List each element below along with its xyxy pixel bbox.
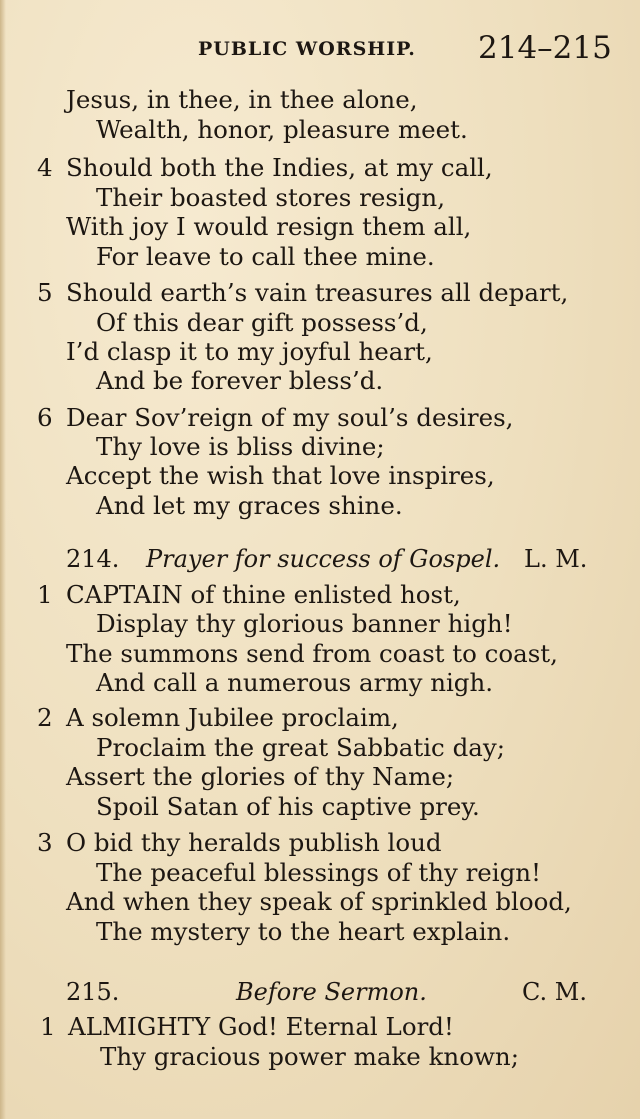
stanza-number: 4 (37, 153, 53, 182)
verse-line: And be forever bless’d. (96, 366, 384, 395)
verse-line: Display thy glorious banner high! (96, 609, 513, 638)
verse-line: O bid thy heralds publish loud (66, 828, 442, 857)
hymn-meter: C. M. (522, 978, 587, 1006)
verse-line: Should earth’s vain treasures all depart, (66, 278, 569, 307)
stanza-number: 6 (37, 403, 53, 432)
verse-line: The peaceful blessings of thy reign! (96, 858, 541, 887)
verse-line: Accept the wish that love inspires, (66, 461, 495, 490)
verse-line: The summons send from coast to coast, (66, 639, 558, 668)
hymn-number: 215. (66, 978, 120, 1006)
verse-line: Dear Sov’reign of my soul’s desires, (66, 403, 514, 432)
hymn-number: 214. (66, 545, 120, 573)
page-range: 214–215 (478, 30, 612, 66)
running-head: PUBLIC WORSHIP. (198, 38, 416, 60)
verse-line: CAPTAIN of thine enlisted host, (66, 580, 461, 609)
stanza-number: 1 (40, 1012, 56, 1041)
verse-line: I’d clasp it to my joyful heart, (66, 337, 433, 366)
verse-line: Proclaim the great Sabbatic day; (96, 733, 505, 762)
verse-line: Wealth, honor, pleasure meet. (96, 115, 468, 144)
verse-line: And let my graces shine. (96, 491, 403, 520)
verse-line: For leave to call thee mine. (96, 242, 435, 271)
verse-line: Should both the Indies, at my call, (66, 153, 493, 182)
hymn-title: Before Sermon. (236, 978, 427, 1006)
verse-line: Thy love is bliss divine; (96, 432, 385, 461)
verse-line: And call a numerous army nigh. (96, 668, 494, 697)
verse-line: Their boasted stores resign, (96, 183, 445, 212)
stanza-number: 5 (37, 278, 53, 307)
verse-line: Assert the glories of thy Name; (66, 762, 455, 791)
hymn-meter: L. M. (524, 545, 588, 573)
verse-line: With joy I would resign them all, (66, 212, 472, 241)
stanza-number: 3 (37, 828, 53, 857)
verse-line: ALMIGHTY God! Eternal Lord! (68, 1012, 454, 1041)
stanza-number: 2 (37, 703, 53, 732)
page-header (0, 30, 640, 70)
verse-line: A solemn Jubilee proclaim, (66, 703, 399, 732)
verse-line: The mystery to the heart explain. (96, 917, 511, 946)
stanza-number: 1 (37, 580, 53, 609)
verse-line: Jesus, in thee, in thee alone, (66, 85, 418, 114)
verse-line: Spoil Satan of his captive prey. (96, 792, 480, 821)
page-spine-shadow (0, 0, 6, 1119)
verse-line: And when they speak of sprinkled blood, (66, 887, 572, 916)
verse-line: Of this dear gift possess’d, (96, 308, 428, 337)
hymn-title: Prayer for success of Gospel. (146, 545, 501, 573)
verse-line: Thy gracious power make known; (100, 1042, 519, 1071)
